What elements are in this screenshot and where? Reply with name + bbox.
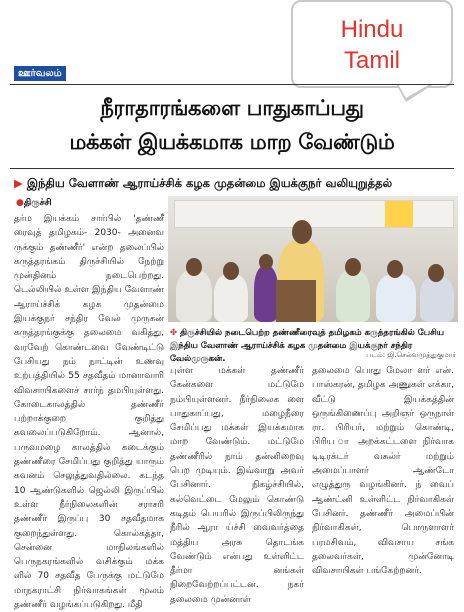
top-rule — [10, 84, 454, 85]
headline-rule — [10, 168, 454, 169]
article-column-3: தலைமை பொது மேலா ளர் என். பாஸ்கரன், தமிழக அணுகள் எக்கா, வீட்டு இயக்கத்தின் ஒருங்கிணைப்பு அறிஞர் ஒருநாள் ரா. பிரியர், மற்றும் கொண்டி, பிரிய ா அறக்கட்டளை நிர்வாக டிடிரக்டர் வசுல்ர் மற்றும் அமைப்பாளர் ஆண்டோ எழுத்துரு வழங்கினர். ந் வைப் ஆண்ட்னி உள்ளிட்ட நிர்வாகிகள் பேசினர். தண்ணீர் அமைப்பின் நிர்வாகிகள், பொருளாளர் பரமசிவம், விவசாய சங்க தலைவர்கள், முன்னோடி விவசாயிகள் பங்கேற்றனர். — [312, 366, 454, 577]
photo-banner — [174, 200, 454, 228]
dateline: ●திருச்சி — [16, 198, 52, 208]
podium — [276, 280, 316, 322]
photo-caption: ✤ திருச்சியில் நடைபெற்ற தண்ணீரைவுத் தமிழகம் கருத்தரங்கில் பேசிய இந்திய வேளாண் ஆராய்ச்சிக் கழக முதன்மை இயக்குநர் சந்திர வேல்முருகன். — [170, 328, 445, 364]
headline-line-1: நீராதாரங்களை பாதுகாப்பது — [100, 96, 364, 120]
caption-marker-icon: ✤ — [170, 328, 181, 338]
dateline-dot-icon: ● — [16, 198, 24, 208]
event-photo — [168, 196, 458, 322]
article-column-1: தர்ம இயக்கம் சார்பில் 'தண்ணீ ரைவுத் தமிழகம்- 2030- அனைவ ருக்கும் தண்ணீர்' என்ற தலைப்பில் கருத்தரங்கம் திருச்சியில் நேற்று முன்தினம் நடைபெற்றது. டெல்லியில் உள்ள இந்திய வேளாண் ஆராய்ச்சிக் கழக முதன்மை இயக்குநர் சந்திர வேல் முருகன் கருத்தரங்குக்கு தலைமை வகித்து, வரவேற் கொண்டவை வேண்டிட்டு பேசியது நம் நாட்டின் உணவு உற்பத்தியில் 55 சதவீதம் மானாவாரி விவசாயிகளைச் சார்ந் தமபியுள்ளது. கோடைகாலத்தில் தண்ணீர் பற்றாக்குறை குறித்து கவலைப்படுகிறோம். ஆனால், பருவமழை காலத்தில் கடைக்கும் தண்ணீரை சேமிப்பது குறித்து யாரும் கவனம் செலுத்துவதில்லை. கடந்த 10 ஆண்டுகளில் ஜெல்லி இருப்பில் உள்ள நீர்நிலைகளின் சராசரி தண்ணீர் இருப்பு 30 சதவீதமாக குறைந்துள்ளது. கொல்கத்தா, சென்னை மாநிலங்களில் பெருநகரங்களில் வசிக்கும் மக்க ளில் 70 சதவீத பேருக்கு மட்டுமே மாநகராட்சி நிர்வாகங்கள் மூலம் தண்ணீர் வழங்கப்படுகிறது. மீதி — [14, 214, 164, 611]
subheadline: ▶ இந்திய வேளாண் ஆராய்ச்சிக் கழக முதன்மை இயக்குநர் வலியுறுத்தல் — [14, 176, 393, 190]
photo-credit: படம்: ஜி.செல்வமுத்துகுமார் — [366, 351, 456, 359]
subheadline-marker-icon: ▶ — [14, 176, 23, 190]
source-callout — [291, 0, 453, 88]
article-column-2: புள்ள மக்கள் தண்ணீர் கேன்களை மட்டுமே நம்பியுள்ளனர். நீர்நிலைக ளை பாதுகாப்பது, மழைநீரை சேமிப்பது மக்கள் இயக்கமாக மாற வேண்டும். மட்டுமே தண்ணீரில் நாம் தன்னிறைவு பெற முடியும். இவ்வாறு அவர் பேசினார். நிகழ்ச்சியில், கல்வெட்டை மேலும் கொண்டு கடிதம் பெயரில் இருப்பிலிருந்து நீரில் ஆரா ய்ச்சி வைவர்த்தை மத்திய அரசு தொடங்க வேண்டும் என்பது உள்ளிட்ட தீர்மா னங்கள் நிறைவேற்றப்பட்டன. நகர் தலைமை முன்னாள் — [170, 366, 304, 605]
headline-line-2: மக்கள் இயக்கமாக மாற வேண்டும் — [69, 130, 395, 154]
source-label: Hindu Tamil — [340, 16, 404, 74]
section-tag: ஊர்வலம் — [14, 66, 66, 81]
